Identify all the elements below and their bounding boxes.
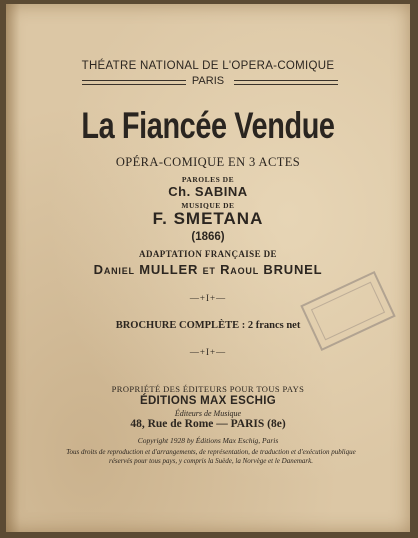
rights-owner-line: PROPRIÉTÉ DES ÉDITEURS POUR TOUS PAYS xyxy=(111,384,305,394)
publisher-address: 48, Rue de Rome — PARIS (8e) xyxy=(130,418,286,430)
ornament-divider-top: —+I+— xyxy=(189,293,227,303)
library-stamp xyxy=(300,271,395,351)
price-line: BROCHURE COMPLÈTE : 2 francs net xyxy=(115,320,301,331)
theatre-name: THÉATRE NATIONAL DE L'OPERA-COMIQUE xyxy=(81,60,335,72)
ornament-divider-bottom: —+I+— xyxy=(189,347,227,357)
rights-notice: Tous droits de reproduction et d'arrangements, de représentation, de traduction et d'exécution publique réservés pour tous pays, y compris la Suède, la Norvège et le Danemark. xyxy=(66,448,356,465)
lyricist-name: Ch. SABINA xyxy=(168,184,248,199)
city-name: PARIS xyxy=(191,75,225,87)
composer-name: F. SMETANA xyxy=(152,209,264,228)
adaptation-label: ADAPTATION FRANÇAISE DE xyxy=(139,249,277,259)
library-stamp-inner-border xyxy=(311,282,385,341)
publisher-subtitle: Éditeurs de Musique xyxy=(174,409,242,418)
booklet-cover xyxy=(6,4,410,532)
adapters-names: Daniel MULLER et Raoul BRUNEL xyxy=(93,262,323,277)
copyright-line: Copyright 1928 by Éditions Max Eschig, Paris xyxy=(137,436,279,445)
opera-title: La Fiancée Vendue xyxy=(81,105,335,146)
publisher-name: ÉDITIONS MAX ESCHIG xyxy=(139,395,277,407)
composition-year: (1866) xyxy=(191,231,225,243)
lyrics-label: PAROLES DE xyxy=(181,175,235,184)
music-label: MUSIQUE DE xyxy=(181,201,235,210)
opera-genre: OPÉRA-COMIQUE EN 3 ACTES xyxy=(115,155,301,169)
